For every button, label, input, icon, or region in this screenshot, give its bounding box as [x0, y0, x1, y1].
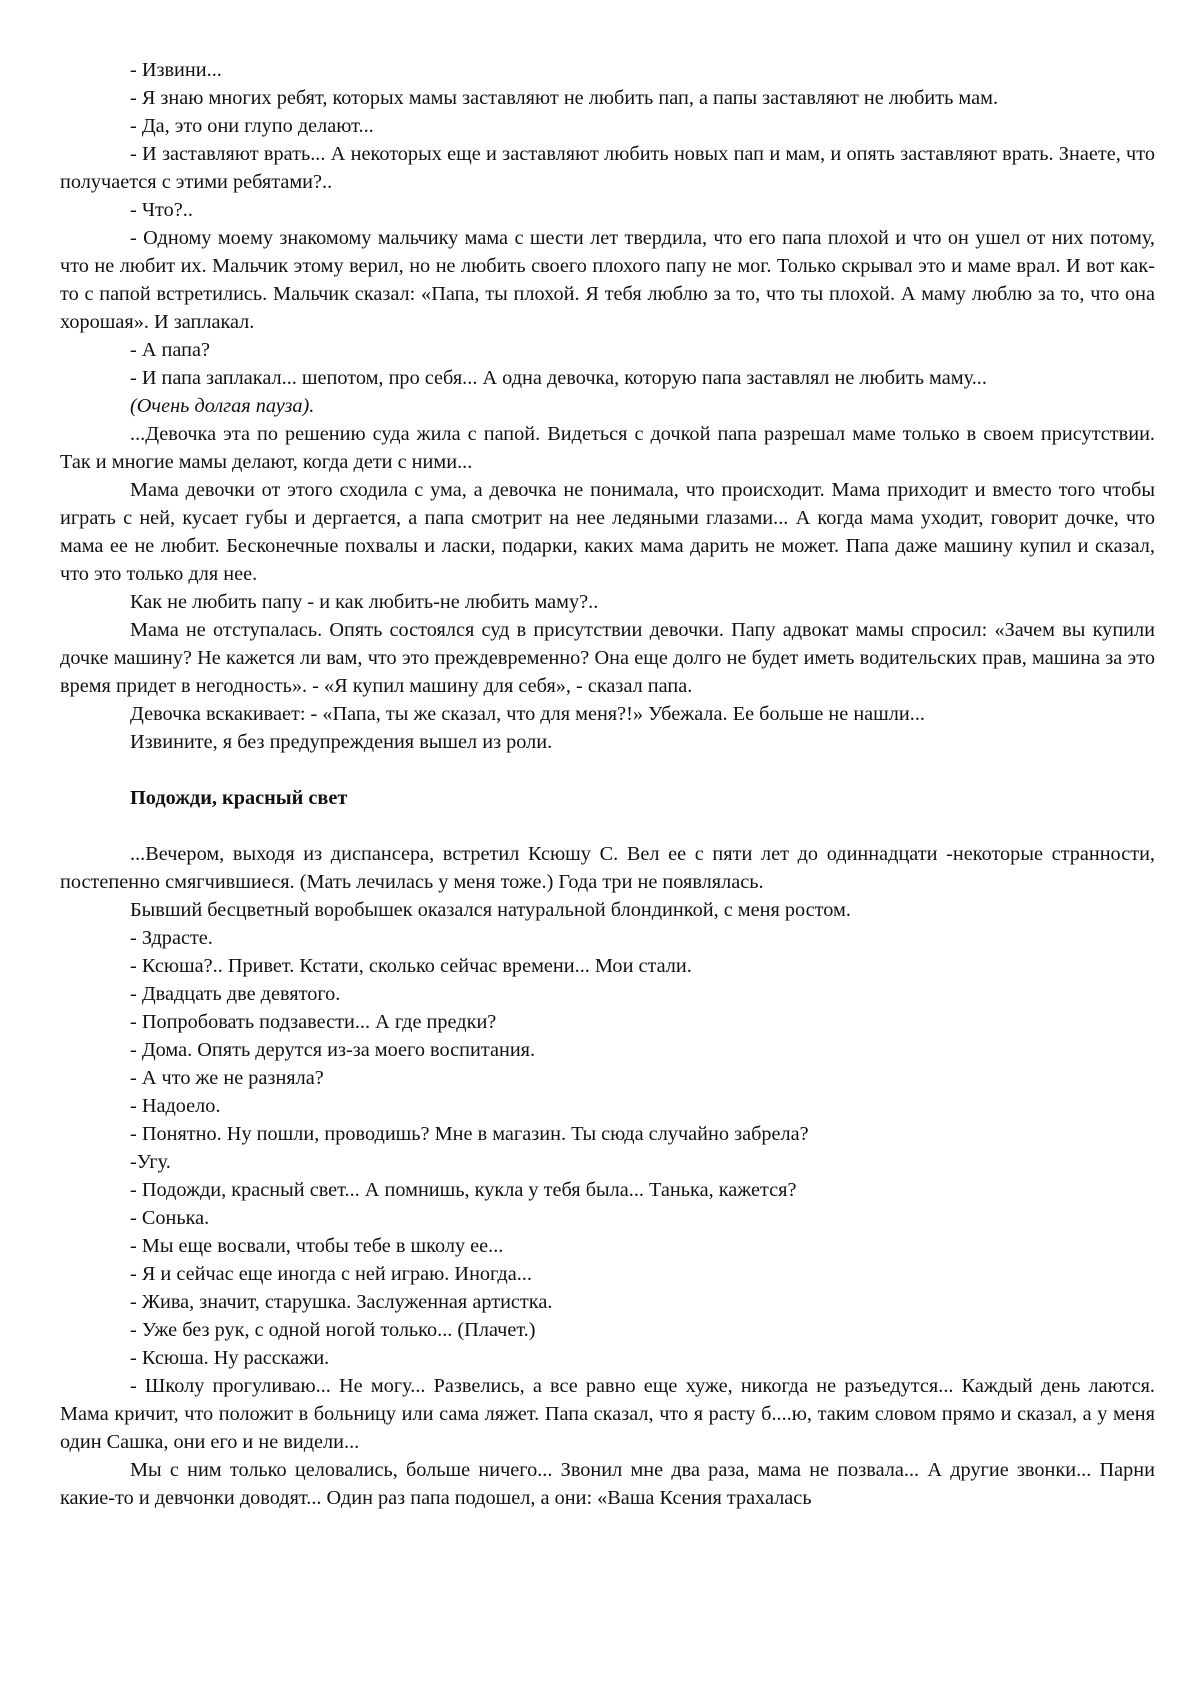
- stage-direction: (Очень долгая пауза).: [60, 392, 1155, 420]
- paragraph: - Я и сейчас еще иногда с ней играю. Иногда...: [60, 1260, 1155, 1288]
- paragraph: Извините, я без предупреждения вышел из роли.: [60, 728, 1155, 756]
- paragraph: - Надоело.: [60, 1092, 1155, 1120]
- paragraph: - Подожди, красный свет... А помнишь, кукла у тебя была... Танька, кажется?: [60, 1176, 1155, 1204]
- paragraph: Мы с ним только целовались, больше ничего... Звонил мне два раза, мама не позвала... А другие звонки... Парни какие-то и девчонки доводят... Один раз папа подошел, а они: «Ваша Ксения трахалась: [60, 1456, 1155, 1512]
- paragraph: - Мы еще восвали, чтобы тебе в школу ее...: [60, 1232, 1155, 1260]
- paragraph: - Ксюша. Ну расскажи.: [60, 1344, 1155, 1372]
- paragraph: - А папа?: [60, 336, 1155, 364]
- paragraph: - Одному моему знакомому мальчику мама с шести лет твердила, что его папа плохой и что он ушел от них потому, что не любит их. Мальчик этому верил, но не любить своего плохого папу не мог. Только скрывал это и маме врал. И вот как-то с папой встретились. Мальчик сказал: «Папа, ты плохой. Я тебя люблю за то, что ты плохой. А маму люблю за то, что она хорошая». И заплакал.: [60, 224, 1155, 336]
- paragraph: ...Вечером, выходя из диспансера, встретил Ксюшу С. Вел ее с пяти лет до одиннадцати -некоторые странности, постепенно смягчившиеся. (Мать лечилась у меня тоже.) Года три не появлялась.: [60, 840, 1155, 896]
- paragraph: Как не любить папу - и как любить-не любить маму?..: [60, 588, 1155, 616]
- paragraph: - Двадцать две девятого.: [60, 980, 1155, 1008]
- paragraph: Мама девочки от этого сходила с ума, а девочка не понимала, что происходит. Мама приходит и вместо того чтобы играть с ней, кусает губы и дергается, а папа смотрит на нее ледяными глазами... А когда мама уходит, говорит дочке, что мама ее не любит. Бесконечные похвалы и ласки, подарки, каких мама дарить не может. Папа даже машину купил и сказал, что это только для нее.: [60, 476, 1155, 588]
- paragraph: Девочка вскакивает: - «Папа, ты же сказал, что для меня?!» Убежала. Ее больше не нашли...: [60, 700, 1155, 728]
- paragraph: - Понятно. Ну пошли, проводишь? Мне в магазин. Ты сюда случайно забрела?: [60, 1120, 1155, 1148]
- paragraph: - И заставляют врать... А некоторых еще и заставляют любить новых пап и мам, и опять заставляют врать. Знаете, что получается с этими ребятами?..: [60, 140, 1155, 196]
- paragraph: - Дома. Опять дерутся из-за моего воспитания.: [60, 1036, 1155, 1064]
- paragraph: - Здрасте.: [60, 924, 1155, 952]
- paragraph: -Угу.: [60, 1148, 1155, 1176]
- paragraph: Бывший бесцветный воробышек оказался натуральной блондинкой, с меня ростом.: [60, 896, 1155, 924]
- paragraph: ...Девочка эта по решению суда жила с папой. Видеться с дочкой папа разрешал маме только в своем присутствии. Так и многие мамы делают, когда дети с ними...: [60, 420, 1155, 476]
- section-heading: Подожди, красный свет: [60, 784, 1155, 812]
- paragraph: - Школу прогуливаю... Не могу... Развелись, а все равно еще хуже, никогда не разъедутся... Каждый день лаются. Мама кричит, что положит в больницу или сама ляжет. Папа сказал, что я расту б....ю, таким словом прямо и сказал, а у меня один Сашка, они его и не видели...: [60, 1372, 1155, 1456]
- document-page: [0, 0, 1200, 1696]
- paragraph: - Попробовать подзавести... А где предки?: [60, 1008, 1155, 1036]
- paragraph: - Извини...: [60, 56, 1155, 84]
- paragraph: - Ксюша?.. Привет. Кстати, сколько сейчас времени... Мои стали.: [60, 952, 1155, 980]
- paragraph: - Уже без рук, с одной ногой только... (Плачет.): [60, 1316, 1155, 1344]
- paragraph: Мама не отступалась. Опять состоялся суд в присутствии девочки. Папу адвокат мамы спросил: «Зачем вы купили дочке машину? Не кажется ли вам, что это преждевременно? Она еще долго не будет иметь водительских прав, машина за это время придет в негодность». - «Я купил машину для себя», - сказал папа.: [60, 616, 1155, 700]
- paragraph: - Да, это они глупо делают...: [60, 112, 1155, 140]
- paragraph: - Жива, значит, старушка. Заслуженная артистка.: [60, 1288, 1155, 1316]
- paragraph: - А что же не разняла?: [60, 1064, 1155, 1092]
- document-body: [60, 56, 1155, 1512]
- paragraph: - Сонька.: [60, 1204, 1155, 1232]
- paragraph: - Я знаю многих ребят, которых мамы заставляют не любить пап, а папы заставляют не любить мам.: [60, 84, 1155, 112]
- paragraph: - И папа заплакал... шепотом, про себя... А одна девочка, которую папа заставлял не любить маму...: [60, 364, 1155, 392]
- paragraph: - Что?..: [60, 196, 1155, 224]
